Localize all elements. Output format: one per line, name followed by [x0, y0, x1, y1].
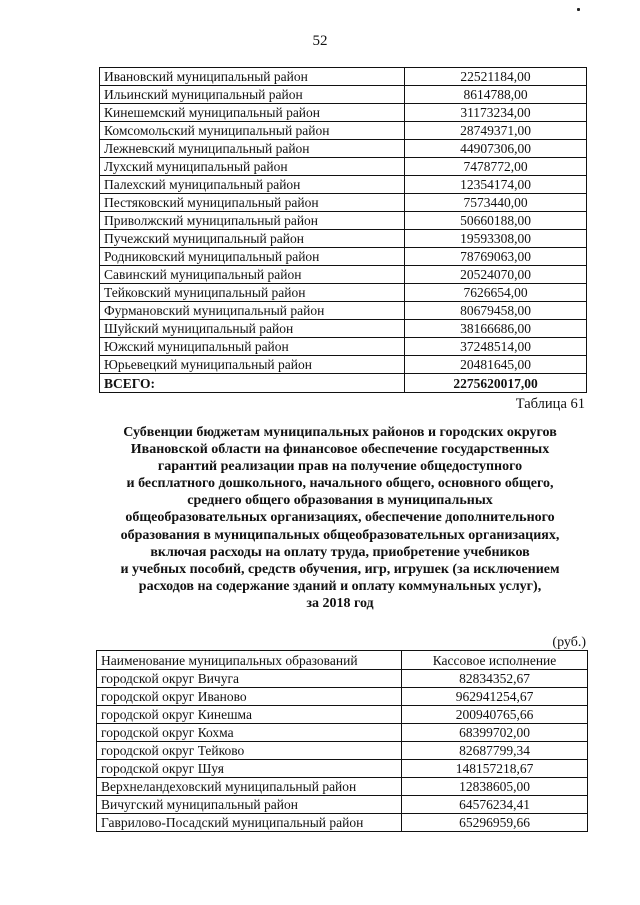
table-title	[80, 424, 600, 612]
title-line: Субвенции бюджетам муниципальных районов и городских округов	[123, 425, 557, 440]
page-number: 52	[312, 33, 328, 49]
municipality-name: Шуйский муниципальный район	[100, 320, 405, 338]
header-value: Кассовое исполнение	[402, 651, 588, 670]
title-line: общеобразовательных организациях, обеспечение дополнительного	[125, 510, 555, 526]
total-label: ВСЕГО:	[100, 374, 405, 393]
title-line: Ивановской области на финансовое обеспечение государственных	[130, 442, 550, 458]
amount-value: 82834352,67	[402, 670, 588, 688]
amount-value: 50660188,00	[405, 212, 587, 230]
table-row	[100, 122, 587, 140]
municipality-name: городской округ Вичуга	[97, 670, 402, 688]
title-line: и бесплатного дошкольного, начального общего, основного общего,	[126, 476, 554, 492]
amount-value: 7573440,00	[405, 194, 587, 212]
table-row	[100, 248, 587, 266]
amount-value: 20481645,00	[405, 356, 587, 374]
title-line: образования в муниципальных общеобразовательных организациях,	[120, 527, 560, 543]
table-row	[100, 68, 587, 86]
municipality-name: городской округ Кинешма	[97, 706, 402, 724]
table-row	[97, 796, 588, 814]
table-row	[100, 284, 587, 302]
amount-value: 38166686,00	[405, 320, 587, 338]
table-label: Таблица 61	[515, 396, 585, 412]
amount-value: 20524070,00	[405, 266, 587, 284]
table-row	[97, 814, 588, 832]
amount-value: 65296959,66	[402, 814, 588, 832]
table-row	[100, 104, 587, 122]
amount-value: 962941254,67	[402, 688, 588, 706]
table-row	[100, 338, 587, 356]
table-row	[100, 266, 587, 284]
municipality-name: Лежневский муниципальный район	[100, 140, 405, 158]
municipality-name: Тейковский муниципальный район	[100, 284, 405, 302]
table-row	[100, 194, 587, 212]
municipality-name: Комсомольский муниципальный район	[100, 122, 405, 140]
municipality-name: городской округ Кохма	[97, 724, 402, 742]
municipality-name: городской округ Шуя	[97, 760, 402, 778]
amount-value: 68399702,00	[402, 724, 588, 742]
municipality-name: Ивановский муниципальный район	[100, 68, 405, 86]
amount-value: 200940765,66	[402, 706, 588, 724]
amount-value: 82687799,34	[402, 742, 588, 760]
table-row	[100, 302, 587, 320]
table-row	[100, 356, 587, 374]
subsidies-table-continued	[99, 67, 587, 393]
title-line: и учебных пособий, средств обучения, игр, игрушек (за исключением	[120, 561, 560, 577]
title-line: гарантий реализации прав на получение общедоступного	[157, 459, 523, 475]
municipality-name: городской округ Тейково	[97, 742, 402, 760]
unit-label: (руб.)	[552, 635, 586, 650]
amount-value: 78769063,00	[405, 248, 587, 266]
municipality-name: Южский муниципальный район	[100, 338, 405, 356]
table-row	[100, 176, 587, 194]
table-row	[97, 670, 588, 688]
table-body	[97, 670, 588, 832]
municipality-name: Ильинский муниципальный район	[100, 86, 405, 104]
table-row	[97, 760, 588, 778]
municipality-name: Верхнеландеховский муниципальный район	[97, 778, 402, 796]
municipality-name: Приволжский муниципальный район	[100, 212, 405, 230]
municipality-name: Фурмановский муниципальный район	[100, 302, 405, 320]
amount-value: 80679458,00	[405, 302, 587, 320]
amount-value: 12838605,00	[402, 778, 588, 796]
title-line: среднего общего образования в муниципальных	[187, 493, 493, 509]
municipality-name: Юрьевецкий муниципальный район	[100, 356, 405, 374]
table-row	[100, 158, 587, 176]
table-row	[97, 688, 588, 706]
municipality-name: Гаврилово-Посадский муниципальный район	[97, 814, 402, 832]
municipality-name: Пестяковский муниципальный район	[100, 194, 405, 212]
table-row	[100, 320, 587, 338]
amount-value: 22521184,00	[405, 68, 587, 86]
municipality-name: Вичугский муниципальный район	[97, 796, 402, 814]
table-row	[100, 86, 587, 104]
municipality-name: городской округ Иваново	[97, 688, 402, 706]
municipality-name: Савинский муниципальный район	[100, 266, 405, 284]
amount-value: 148157218,67	[402, 760, 588, 778]
amount-value: 7626654,00	[405, 284, 587, 302]
table-body	[100, 68, 587, 393]
municipality-name: Пучежский муниципальный район	[100, 230, 405, 248]
amount-value: 31173234,00	[405, 104, 587, 122]
amount-value: 7478772,00	[405, 158, 587, 176]
title-line: включая расходы на оплату труда, приобретение учебников	[150, 544, 530, 560]
amount-value: 44907306,00	[405, 140, 587, 158]
municipality-name: Кинешемский муниципальный район	[100, 104, 405, 122]
municipality-name: Палехский муниципальный район	[100, 176, 405, 194]
amount-value: 19593308,00	[405, 230, 587, 248]
total-row	[100, 374, 587, 393]
municipality-name: Родниковский муниципальный район	[100, 248, 405, 266]
title-line: расходов на содержание зданий и оплату коммунальных услуг),	[138, 578, 542, 594]
header-name: Наименование муниципальных образований	[97, 651, 402, 670]
table-row	[100, 212, 587, 230]
amount-value: 8614788,00	[405, 86, 587, 104]
subventions-table	[96, 650, 588, 832]
table-row	[97, 724, 588, 742]
table-row	[100, 140, 587, 158]
municipality-name: Лухский муниципальный район	[100, 158, 405, 176]
amount-value: 12354174,00	[405, 176, 587, 194]
table-row	[100, 230, 587, 248]
scan-speck	[577, 8, 580, 11]
table-row	[97, 742, 588, 760]
title-line: за 2018 год	[306, 595, 374, 611]
table-header-row	[97, 651, 588, 670]
amount-value: 64576234,41	[402, 796, 588, 814]
amount-value: 28749371,00	[405, 122, 587, 140]
amount-value: 37248514,00	[405, 338, 587, 356]
table-row	[97, 706, 588, 724]
total-value: 2275620017,00	[405, 374, 587, 393]
table-row	[97, 778, 588, 796]
